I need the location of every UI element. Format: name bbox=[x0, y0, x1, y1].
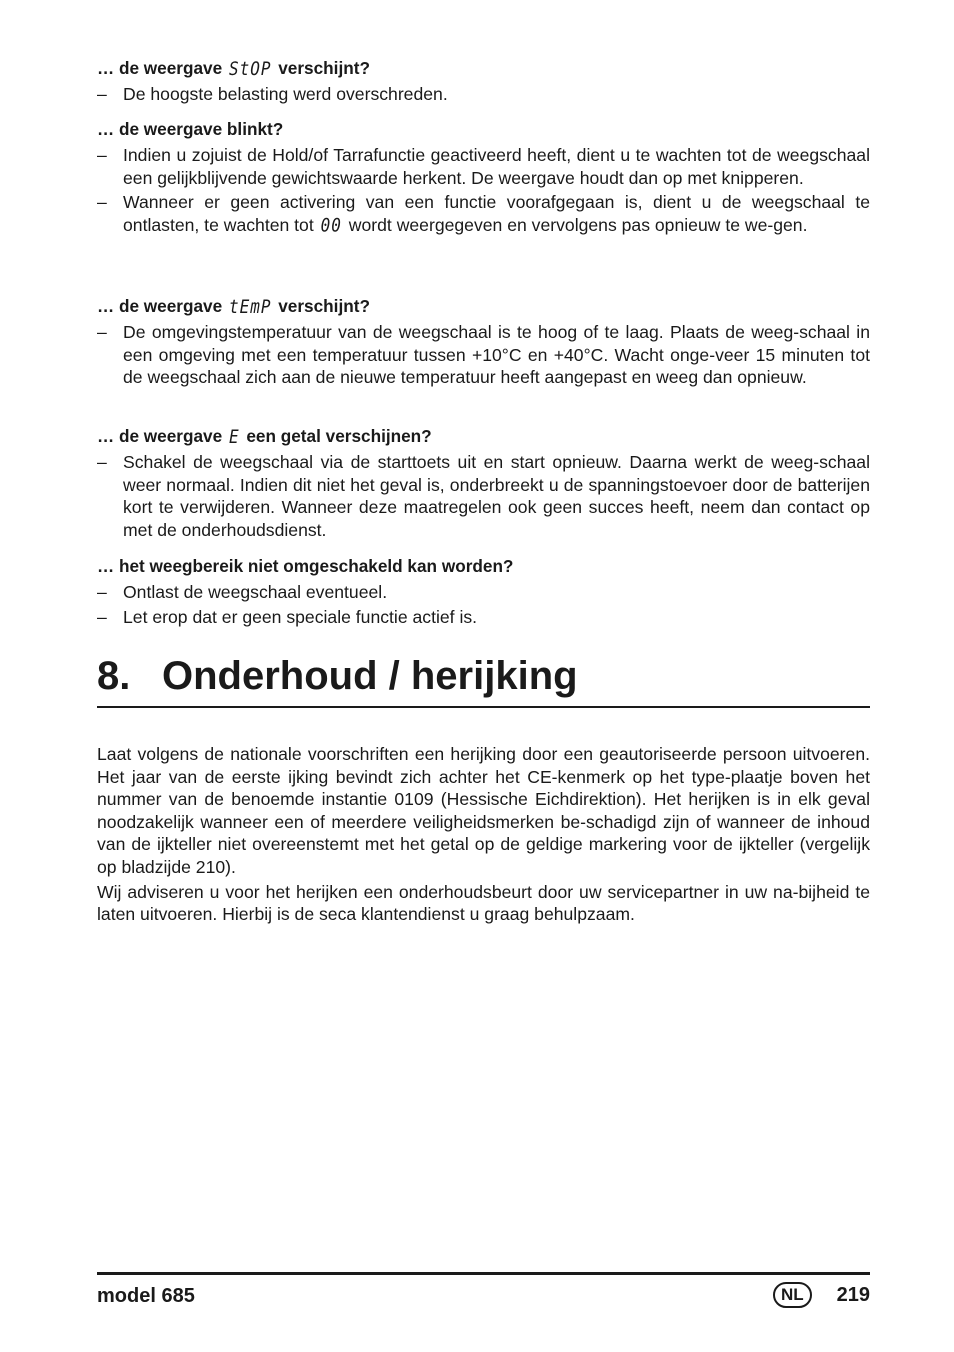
faq-question bbox=[97, 57, 870, 80]
answer-dash: – bbox=[97, 606, 107, 627]
language-badge: NL bbox=[773, 1282, 812, 1308]
answer-text bbox=[123, 191, 870, 237]
answer-dash: – bbox=[97, 84, 107, 104]
faq-item-range bbox=[97, 555, 870, 628]
faq-item-stop bbox=[97, 57, 870, 106]
display-code-temp: tEmP bbox=[228, 295, 272, 318]
faq-question: … de weergave blinkt? bbox=[97, 119, 284, 139]
question-suffix: verschijnt? bbox=[278, 58, 370, 78]
question-suffix: verschijnt? bbox=[278, 296, 370, 316]
page-footer bbox=[97, 1272, 870, 1315]
answer-dash: – bbox=[97, 192, 107, 213]
faq-answer bbox=[97, 144, 870, 189]
faq-question bbox=[97, 295, 870, 318]
section-heading bbox=[97, 650, 870, 708]
display-code-zero: 00 bbox=[320, 214, 342, 237]
faq-question: … het weegbereik niet omgeschakeld kan worden? bbox=[97, 556, 514, 576]
answer-text-part: wordt weergegeven en vervolgens pas opnieuw te we-gen. bbox=[348, 214, 808, 235]
page-number: 219 bbox=[836, 1284, 870, 1306]
display-code-stop: StOP bbox=[228, 57, 272, 80]
answer-dash: – bbox=[97, 145, 107, 165]
faq-answer bbox=[97, 83, 870, 106]
answer-text: Ontlast de weegschaal eventueel. bbox=[123, 582, 388, 602]
answer-text: Let erop dat er geen speciale functie actief is. bbox=[123, 606, 478, 627]
answer-text: De hoogste belasting werd overschreden. bbox=[123, 84, 448, 104]
faq-item-error bbox=[97, 425, 870, 541]
faq-answer bbox=[97, 581, 870, 604]
paragraph: Wij adviseren u voor het herijken een onderhoudsbeurt door uw servicepartner in uw na-bijheid te laten uitvoeren. Hierbij is de seca klantendienst u graag behulpzaam. bbox=[97, 881, 870, 925]
footer-right bbox=[773, 1282, 870, 1308]
model-label: model 685 bbox=[97, 1285, 195, 1307]
answer-text-part: Wanneer er geen activering van een functie voorafgegaan is, dient u de weegschaal te ontlasten, te wachten tot bbox=[123, 192, 870, 235]
faq-item-blinking bbox=[97, 118, 870, 237]
answer-dash: – bbox=[97, 582, 107, 602]
faq-answer bbox=[97, 606, 870, 629]
display-code-error: E bbox=[228, 425, 240, 448]
section-number: 8. bbox=[97, 654, 131, 698]
section-body bbox=[97, 743, 870, 928]
question-prefix: … de weergave bbox=[97, 296, 223, 316]
question-prefix: … de weergave bbox=[97, 58, 223, 78]
faq-answer bbox=[97, 321, 870, 389]
faq-question bbox=[97, 425, 870, 448]
faq-answer bbox=[97, 191, 870, 237]
answer-text: Indien u zojuist de Hold/of Tarrafunctie geactiveerd heeft, dient u te wachten tot de weegschaal een gelijkblijvende gewichtswaarde herkent. De weergave houdt dan op met knipperen. bbox=[123, 145, 870, 188]
paragraph: Laat volgens de nationale voorschriften een herijking door een geautoriseerde persoon uitvoeren. Het jaar van de eerste ijking bevindt zich achter het CE-kenmerk op het type-plaatje boven het nummer van de benoemde instantie 0109 (Hessische Eichdirektion). Het herijken is in elk geval noodzakelijk wanneer een of meerdere veiligheidsmerken be-schadigd zijn of wanneer de inhoud van de ijkteller niet overeenstemt met het getal op de geldige markering voor de ijkteller (vergelijk op bladzijde 210). bbox=[97, 744, 870, 877]
question-prefix: … de weergave bbox=[97, 426, 223, 446]
section-title: Onderhoud / herijking bbox=[162, 654, 578, 698]
answer-dash: – bbox=[97, 452, 107, 472]
faq-item-temp bbox=[97, 295, 870, 389]
answer-dash: – bbox=[97, 322, 107, 342]
answer-text: De omgevingstemperatuur van de weegschaal is te hoog of te laag. Plaats de weeg-schaal in een omgeving met een temperatuur tussen +10°C en +40°C. Wacht onge-veer 15 minuten tot de weegschaal zich aan de nieuwe temperatuur heeft aangepast en weeg dan opnieuw. bbox=[123, 322, 870, 388]
question-suffix: een getal verschijnen? bbox=[246, 426, 432, 446]
faq-answer bbox=[97, 451, 870, 541]
answer-text: Schakel de weegschaal via de starttoets uit en start opnieuw. Daarna werkt de weeg-schaal weer normaal. Indien dit niet het geval is, onderbreekt u de spanningstoevoer door de batterijen kort te verwijderen. Wanneer deze maatregelen ook geen succes heeft, neem dan contact op met de onderhoudsdienst. bbox=[123, 452, 870, 540]
